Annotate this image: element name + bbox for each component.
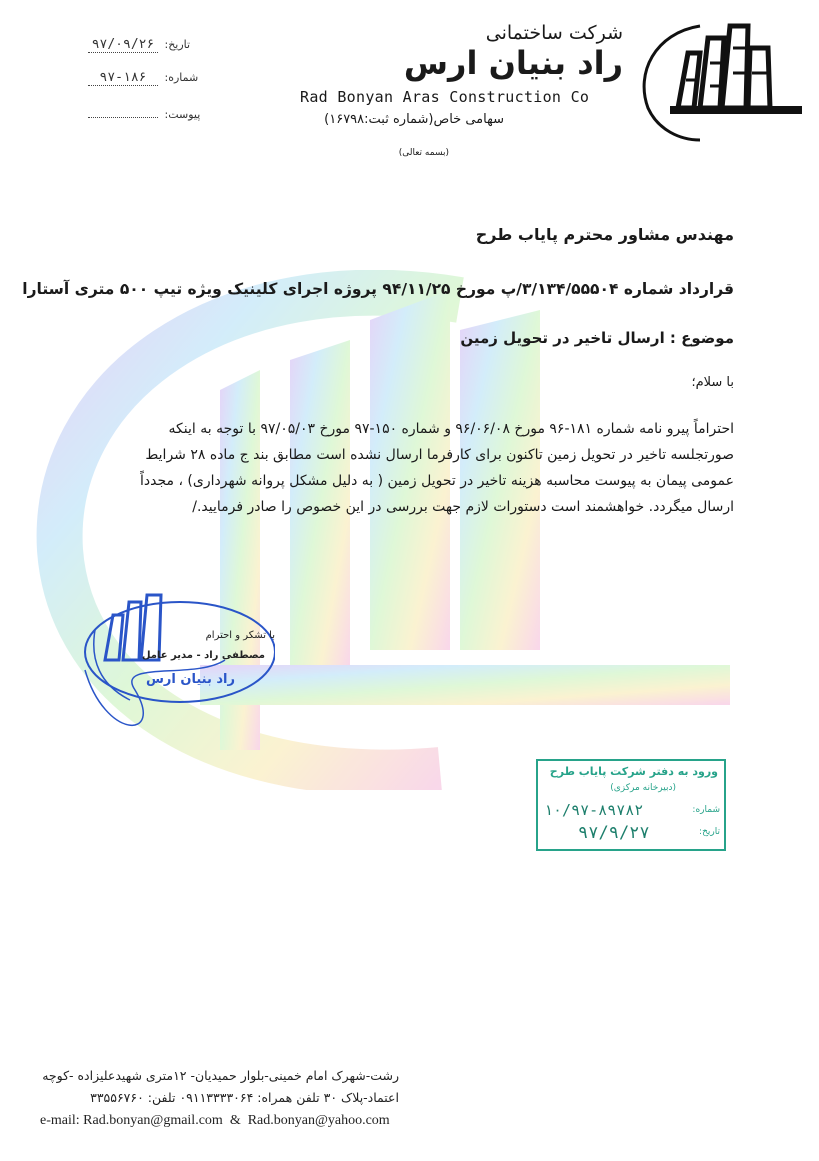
email-yahoo[interactable]: Rad.bonyan@yahoo.com [247,1113,390,1128]
company-name-en: Rad Bonyan Aras Construction Co [300,88,590,106]
letter-body [114,416,734,520]
basmala: (بسمه تعالی) [398,148,449,158]
date-row [85,37,190,53]
received-stamp-subtitle: (دبیرخانه مرکزی) [610,783,676,793]
number-value: ۹۷-۱۸۶ [88,70,158,86]
received-stamp-date: ۹۷/۹/۲۷ [578,823,650,843]
footer-address-1: رشت-شهرک امام خمینی-بلوار حمیدیان- ۱۲متری شهیدعلیزاده -کوچه [42,1068,399,1083]
signature-stamp-graphic [75,590,275,740]
registration-number: سهامی خاص(شماره ثبت:۱۶۷۹۸) [324,112,504,127]
date-label: تاریخ: [164,38,191,51]
received-stamp-title: ورود به دفتر شرکت پایاب طرح [549,765,718,778]
contract-line: قرارداد شماره ۳/۱۳۴/۵۵۵۰۴/پ مورخ ۹۴/۱۱/۲۵ پروژه اجرای کلینیک ویژه تیپ ۵۰۰ متری آستارا [22,280,734,298]
body-line: عمومی پیمان به پیوست محاسبه هزینه تاخیر در تحویل زمین ( به دلیل مشکل پروانه شهرداری) ، مجدداً [140,473,734,489]
received-stamp-number: ۱۰/۹۷-۸۹۷۸۲ [544,801,644,819]
body-line: صورتجلسه تاخیر در تحویل زمین تاکنون برای کارفرما ارسال نشده است مطابق بند ج ماده ۲۸ شرایط [145,447,734,463]
signature-company: راد بنیان ارس [145,672,235,687]
number-label: شماره: [164,71,199,84]
company-type: شرکت ساختمانی [485,22,623,44]
signature-stamp [75,590,275,740]
attachment-value [88,117,158,118]
attachment-row [85,108,200,121]
email-separator: & [229,1113,241,1128]
subject-line: موضوع : ارسال تاخیر در تحویل زمین [460,329,734,347]
greeting: با سلام؛ [691,375,734,390]
email-label: e-mail: [40,1113,80,1128]
date-value: ۹۷/۰۹/۲۶ [88,37,158,53]
email-gmail[interactable]: Rad.bonyan@gmail.com [83,1113,223,1128]
footer-email [40,1113,390,1129]
company-logo [630,18,805,143]
number-row [85,70,198,86]
received-stamp-number-label: شماره: [692,805,720,815]
body-line: احتراماً پیرو نامه شماره ۱۸۱-۹۶ مورخ ۹۶/۰۶/۰۸ و شماره ۱۵۰-۹۷ مورخ ۹۷/۰۵/۰۳ با توجه به اینکه [168,421,734,437]
signature-line-1: با تشکر و احترام [205,630,275,641]
footer-address-2: اعتماد-پلاک ۳۰ تلفن همراه: ۰۹۱۱۳۳۳۳۰۶۴ تلفن: ۳۳۵۵۶۷۶۰ [90,1090,399,1105]
signature-line-2: مصطفی راد - مدیر عامل [141,650,265,661]
recipient: مهندس مشاور محترم پایاب طرح [475,225,734,244]
company-name-fa: راد بنیان ارس [403,44,623,82]
body-line: ارسال میگردد. خواهشمند است دستورات لازم جهت بررسی در این خصوص را صادر فرمایید./ [192,499,734,515]
received-stamp [536,759,726,851]
attachment-label: پیوست: [164,108,201,121]
received-stamp-date-label: تاریخ: [699,827,720,837]
